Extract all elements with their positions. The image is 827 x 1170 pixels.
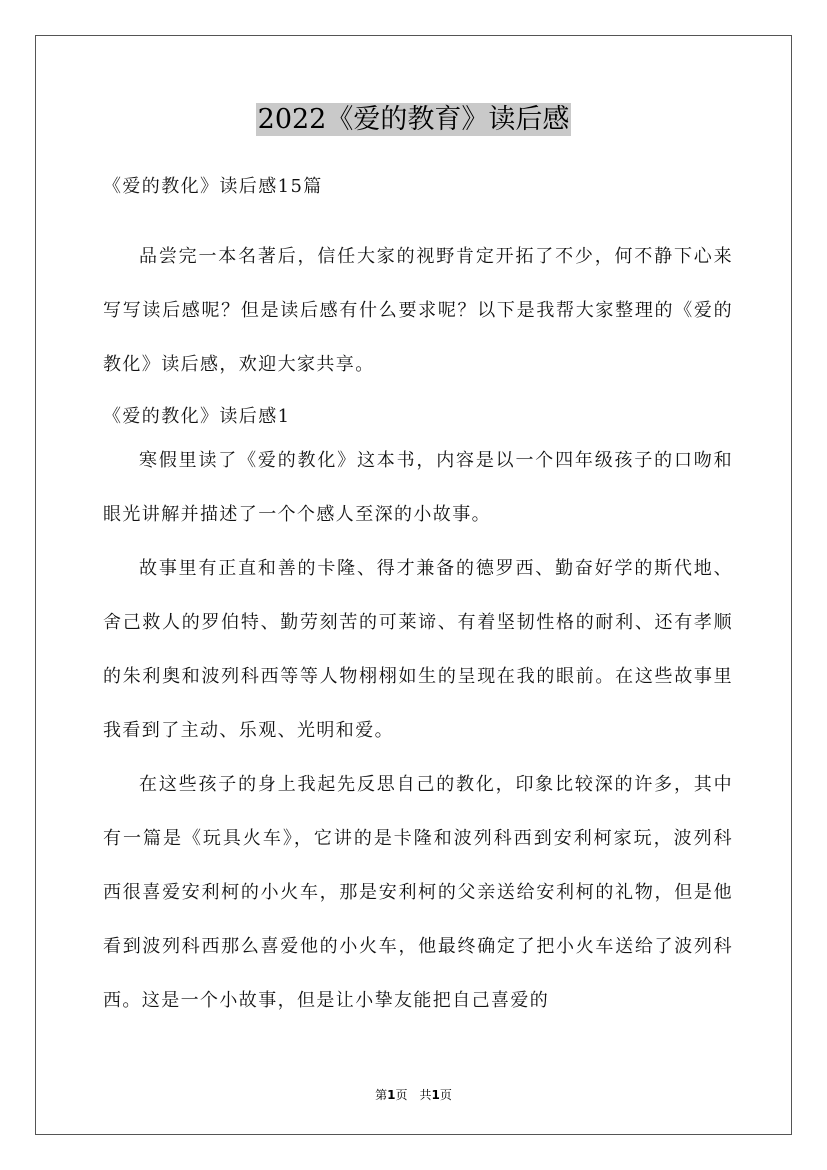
page-label-mid: 页 共: [395, 1088, 432, 1102]
current-page-number: 1: [387, 1088, 396, 1102]
page-label-prefix: 第: [375, 1088, 388, 1102]
body-paragraph: 寒假里读了《爱的教化》这本书，内容是以一个四年级孩子的口吻和眼光讲解并描述了一个个感人至深的小故事。: [103, 450, 733, 525]
article-collection-heading: 《爱的教化》读后感15篇: [103, 176, 323, 197]
intro-paragraph: 品尝完一本名著后，信任大家的视野肯定开拓了不少，何不静下心来写写读后感呢？但是读后感有什么要求呢？以下是我帮大家整理的《爱的教化》读后感，欢迎大家共享。: [103, 246, 733, 375]
document-body: [103, 176, 733, 1028]
page-footer: [0, 1086, 827, 1103]
page-label-suffix: 页: [439, 1088, 452, 1102]
document-title: [0, 100, 827, 140]
total-page-number: 1: [431, 1088, 440, 1102]
article-heading: 《爱的教化》读后感1: [103, 406, 291, 427]
document-title-text: 2022《爱的教育》读后感: [257, 104, 570, 135]
body-paragraph: 故事里有正直和善的卡隆、得才兼备的德罗西、勤奋好学的斯代地、舍己救人的罗伯特、勤劳刻苦的可莱谛、有着坚韧性格的耐利、还有孝顺的朱利奥和波列科西等等人物栩栩如生的呈现在我的眼前。在这些故事里我看到了主动、乐观、光明和爱。: [103, 558, 733, 741]
body-paragraph: 在这些孩子的身上我起先反思自己的教化，印象比较深的许多，其中有一篇是《玩具火车》，它讲的是卡隆和波列科西到安利柯家玩，波列科西很喜爱安利柯的小火车，那是安利柯的父亲送给安利柯的礼物，但是他看到波列科西那么喜爱他的小火车，他最终确定了把小火车送给了波列科西。这是一个小故事，但是让小挚友能把自己喜爱的: [103, 774, 733, 1011]
